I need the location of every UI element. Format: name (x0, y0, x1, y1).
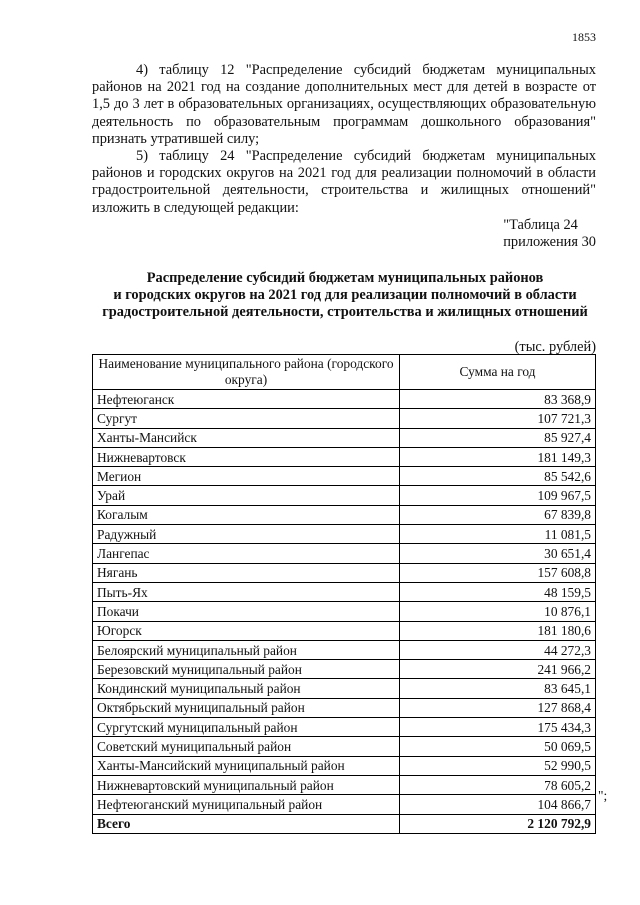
district-name: Пыть-Ях (93, 582, 400, 601)
table-row (93, 660, 596, 679)
table-row (93, 582, 596, 601)
district-name: Урай (93, 486, 400, 505)
district-name: Нижневартовск (93, 447, 400, 466)
district-sum: 44 272,3 (400, 640, 596, 659)
table-row (93, 795, 596, 814)
district-sum: 10 876,1 (400, 602, 596, 621)
district-sum: 127 868,4 (400, 698, 596, 717)
table-row (93, 621, 596, 640)
district-name: Березовский муниципальный район (93, 660, 400, 679)
body-text (92, 62, 596, 217)
table-title-line: градостроительной деятельности, строительства и жилищных отношений (102, 304, 588, 321)
district-name: Покачи (93, 602, 400, 621)
table-title-line: Распределение субсидий бюджетам муниципальных районов (146, 270, 544, 286)
district-name: Ханты-Мансийский муниципальный район (93, 756, 400, 775)
table-row (93, 544, 596, 563)
column-header-name: Наименование муниципального района (городского округа) (93, 355, 400, 390)
column-header-sum: Сумма на год (400, 355, 596, 390)
district-sum: 78 605,2 (400, 775, 596, 794)
district-sum: 175 434,3 (400, 718, 596, 737)
district-sum: 85 927,4 (400, 428, 596, 447)
table-row (93, 409, 596, 428)
table-row (93, 390, 596, 409)
total-label: Всего (93, 814, 400, 833)
table-row (93, 756, 596, 775)
district-sum: 83 645,1 (400, 679, 596, 698)
district-name: Нефтеюганск (93, 390, 400, 409)
table-row (93, 775, 596, 794)
subsidy-table (92, 354, 596, 834)
district-name: Лангепас (93, 544, 400, 563)
table-row (93, 447, 596, 466)
district-sum: 50 069,5 (400, 737, 596, 756)
district-sum: 109 967,5 (400, 486, 596, 505)
district-name: Нижневартовский муниципальный район (93, 775, 400, 794)
table-row (93, 698, 596, 717)
table-title-line: и городских округов на 2021 год для реализации полномочий в области (113, 287, 577, 304)
table-row (93, 563, 596, 582)
table-reference (503, 217, 596, 251)
table-row (93, 525, 596, 544)
table-row (93, 602, 596, 621)
table-row (93, 467, 596, 486)
district-name: Сургутский муниципальный район (93, 718, 400, 737)
district-name: Когалым (93, 505, 400, 524)
paragraph-item-4: 4) таблицу 12 "Распределение субсидий бюджетам муниципальных районов на 2021 год на создание дополнительных мест для детей в возрасте от 1,5 до 3 лет в образовательных организациях, осуществляющих образовательную деятельность по образовательным программам дошкольного образования" признать утратившей силу; (92, 62, 596, 147)
table-row (93, 428, 596, 447)
table-header-row (93, 355, 596, 390)
district-name: Октябрьский муниципальный район (93, 698, 400, 717)
district-name: Нефтеюганский муниципальный район (93, 795, 400, 814)
closing-quote: "; (598, 788, 608, 803)
district-name: Сургут (93, 409, 400, 428)
district-name: Мегион (93, 467, 400, 486)
district-sum: 157 608,8 (400, 563, 596, 582)
table-row (93, 640, 596, 659)
district-sum: 104 866,7 (400, 795, 596, 814)
district-sum: 52 990,5 (400, 756, 596, 775)
paragraph-item-5: 5) таблицу 24 "Распределение субсидий бюджетам муниципальных районов и городских округов на 2021 год для реализации полномочий в области градостроительной деятельности, строительства и жилищных отношений" изложить в следующей редакции: (92, 148, 596, 216)
district-sum: 181 180,6 (400, 621, 596, 640)
district-name: Советский муниципальный район (93, 737, 400, 756)
page-number: 1853 (572, 30, 596, 44)
district-sum: 48 159,5 (400, 582, 596, 601)
table-reference-line: "Таблица 24 (503, 217, 578, 233)
district-sum: 181 149,3 (400, 447, 596, 466)
district-sum: 107 721,3 (400, 409, 596, 428)
district-sum: 11 081,5 (400, 525, 596, 544)
district-name: Радужный (93, 525, 400, 544)
table-row (93, 679, 596, 698)
district-sum: 30 651,4 (400, 544, 596, 563)
district-name: Кондинский муниципальный район (93, 679, 400, 698)
table-row (93, 486, 596, 505)
district-name: Ханты-Мансийск (93, 428, 400, 447)
district-name: Нягань (93, 563, 400, 582)
total-sum: 2 120 792,9 (400, 814, 596, 833)
table-row (93, 718, 596, 737)
units-label: (тыс. рублей) (514, 339, 596, 355)
total-row (93, 814, 596, 833)
district-sum: 67 839,8 (400, 505, 596, 524)
district-sum: 241 966,2 (400, 660, 596, 679)
table-row (93, 737, 596, 756)
table-row (93, 505, 596, 524)
table-title (80, 270, 610, 322)
district-name: Югорск (93, 621, 400, 640)
table-reference-line: приложения 30 (503, 234, 596, 251)
district-sum: 83 368,9 (400, 390, 596, 409)
district-sum: 85 542,6 (400, 467, 596, 486)
district-name: Белоярский муниципальный район (93, 640, 400, 659)
